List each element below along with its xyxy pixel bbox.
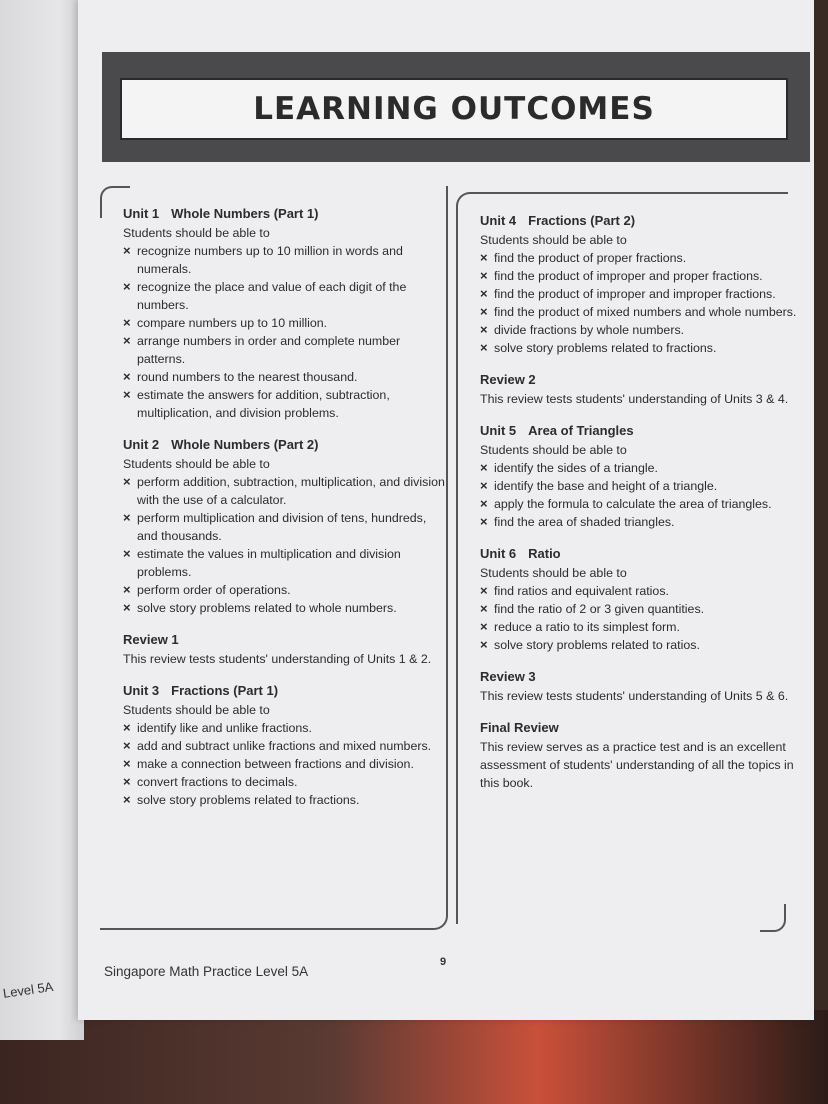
section-intro: Students should be able to bbox=[123, 703, 270, 717]
unit-label: Unit 3 bbox=[123, 683, 160, 698]
outcome-section bbox=[123, 436, 445, 617]
outcome-section bbox=[480, 719, 802, 792]
outcome-item: × convert fractions to decimals. bbox=[123, 773, 445, 791]
unit-label: Unit 4 bbox=[480, 213, 517, 228]
outcome-section bbox=[480, 212, 802, 357]
previous-page-edge bbox=[0, 0, 84, 1040]
title-box bbox=[120, 78, 788, 140]
outcome-item: × find the product of improper and proper fractions. bbox=[480, 267, 802, 285]
outcome-list bbox=[123, 242, 445, 422]
section-intro: Students should be able to bbox=[123, 457, 270, 471]
page-title: LEARNING OUTCOMES bbox=[253, 91, 655, 127]
outcome-item: × find the area of shaded triangles. bbox=[480, 513, 802, 531]
book-title-footer: Singapore Math Practice Level 5A bbox=[104, 964, 309, 979]
right-column-corner bbox=[760, 904, 786, 932]
outcome-section bbox=[480, 668, 802, 705]
outcome-item: × find the product of proper fractions. bbox=[480, 249, 802, 267]
section-heading bbox=[123, 631, 445, 649]
outcome-item: × perform multiplication and division of tens, hundreds, and thousands. bbox=[123, 509, 445, 545]
outcome-item: × solve story problems related to fractions. bbox=[480, 339, 802, 357]
section-heading bbox=[480, 668, 802, 686]
unit-name: Fractions (Part 2) bbox=[528, 213, 636, 228]
section-heading bbox=[480, 545, 802, 563]
unit-name: Whole Numbers (Part 1) bbox=[171, 206, 319, 221]
unit-label: Unit 2 bbox=[123, 437, 160, 452]
outcome-section bbox=[123, 205, 445, 422]
outcome-list bbox=[123, 719, 445, 809]
section-heading bbox=[480, 371, 802, 389]
review-description: This review serves as a practice test and is an excellent assessment of students' understanding of all the topics in this book. bbox=[480, 740, 794, 790]
outcome-item: × round numbers to the nearest thousand. bbox=[123, 368, 445, 386]
unit-label: Review 2 bbox=[480, 372, 536, 387]
outcome-item: × recognize numbers up to 10 million in words and numerals. bbox=[123, 242, 445, 278]
outcome-section bbox=[480, 371, 802, 408]
outcome-list bbox=[480, 459, 802, 531]
section-heading bbox=[480, 212, 802, 230]
outcome-list bbox=[480, 582, 802, 654]
outcome-item: × perform order of operations. bbox=[123, 581, 445, 599]
outcome-section bbox=[480, 545, 802, 654]
book-page bbox=[78, 0, 814, 1020]
review-description: This review tests students' understanding of Units 5 & 6. bbox=[480, 689, 789, 703]
section-intro: Students should be able to bbox=[480, 443, 627, 457]
unit-label: Unit 6 bbox=[480, 546, 517, 561]
unit-name: Fractions (Part 1) bbox=[171, 683, 279, 698]
outcome-section bbox=[123, 631, 445, 668]
outcome-section bbox=[480, 422, 802, 531]
section-intro: Students should be able to bbox=[480, 566, 627, 580]
review-description: This review tests students' understanding of Units 3 & 4. bbox=[480, 392, 789, 406]
outcome-item: × apply the formula to calculate the area of triangles. bbox=[480, 495, 802, 513]
outcome-list bbox=[480, 249, 802, 357]
outcome-item: × solve story problems related to fractions. bbox=[123, 791, 445, 809]
background-table bbox=[0, 1010, 828, 1104]
outcome-item: × arrange numbers in order and complete number patterns. bbox=[123, 332, 445, 368]
unit-label: Unit 1 bbox=[123, 206, 160, 221]
outcome-item: × divide fractions by whole numbers. bbox=[480, 321, 802, 339]
section-intro: Students should be able to bbox=[123, 226, 270, 240]
outcome-item: × solve story problems related to ratios. bbox=[480, 636, 802, 654]
outcome-item: × find the product of improper and improper fractions. bbox=[480, 285, 802, 303]
section-intro: Students should be able to bbox=[480, 233, 627, 247]
outcome-section bbox=[123, 682, 445, 809]
outcome-item: × identify like and unlike fractions. bbox=[123, 719, 445, 737]
title-banner bbox=[102, 52, 810, 162]
unit-name: Ratio bbox=[528, 546, 561, 561]
section-heading bbox=[123, 205, 445, 223]
section-heading bbox=[123, 682, 445, 700]
left-column bbox=[123, 205, 445, 823]
section-heading bbox=[480, 422, 802, 440]
outcome-item: × identify the sides of a triangle. bbox=[480, 459, 802, 477]
section-heading bbox=[123, 436, 445, 454]
outcome-item: × add and subtract unlike fractions and mixed numbers. bbox=[123, 737, 445, 755]
outcome-item: × make a connection between fractions and division. bbox=[123, 755, 445, 773]
outcome-item: × estimate the answers for addition, subtraction, multiplication, and division problems. bbox=[123, 386, 445, 422]
unit-name: Area of Triangles bbox=[528, 423, 634, 438]
outcome-item: × recognize the place and value of each digit of the numbers. bbox=[123, 278, 445, 314]
right-column bbox=[480, 212, 802, 806]
section-heading bbox=[480, 719, 802, 737]
outcome-item: × identify the base and height of a triangle. bbox=[480, 477, 802, 495]
outcome-item: × compare numbers up to 10 million. bbox=[123, 314, 445, 332]
outcome-item: × find ratios and equivalent ratios. bbox=[480, 582, 802, 600]
outcome-item: × solve story problems related to whole numbers. bbox=[123, 599, 445, 617]
outcome-item: × perform addition, subtraction, multiplication, and division with the use of a calculator. bbox=[123, 473, 445, 509]
review-description: This review tests students' understanding of Units 1 & 2. bbox=[123, 652, 432, 666]
unit-name: Whole Numbers (Part 2) bbox=[171, 437, 319, 452]
outcome-list bbox=[123, 473, 445, 617]
unit-label: Unit 5 bbox=[480, 423, 517, 438]
left-page-label: Level 5A bbox=[2, 978, 55, 1001]
outcome-item: × estimate the values in multiplication and division problems. bbox=[123, 545, 445, 581]
unit-label: Review 1 bbox=[123, 632, 179, 647]
unit-label: Review 3 bbox=[480, 669, 536, 684]
outcome-item: × find the product of mixed numbers and whole numbers. bbox=[480, 303, 802, 321]
outcome-item: × find the ratio of 2 or 3 given quantities. bbox=[480, 600, 802, 618]
page-number: 9 bbox=[440, 956, 447, 968]
outcome-item: × reduce a ratio to its simplest form. bbox=[480, 618, 802, 636]
unit-label: Final Review bbox=[480, 720, 559, 735]
